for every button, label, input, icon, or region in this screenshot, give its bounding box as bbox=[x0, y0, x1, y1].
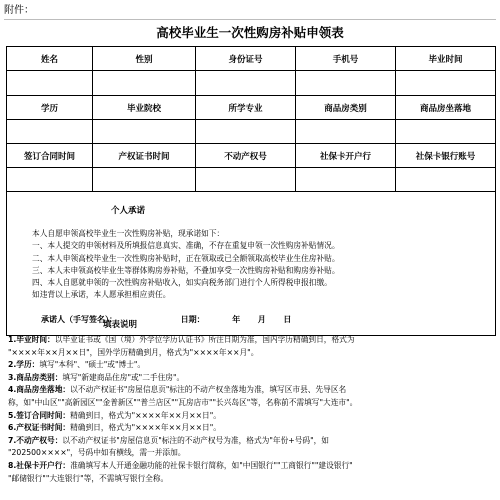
label-property-number: 不动产权号 bbox=[196, 144, 296, 168]
note-line: 5.签订合同时间：精确到日，格式为"××××年××月××日"。 bbox=[8, 410, 221, 420]
field-name[interactable] bbox=[7, 71, 93, 96]
promise-line: 如违背以上承诺，本人愿承担相应责任。 bbox=[32, 290, 171, 300]
promise-title: 个人承诺 bbox=[111, 206, 146, 216]
form-title: 高校毕业生一次性购房补贴申领表 bbox=[156, 25, 344, 40]
label-phone: 手机号 bbox=[296, 47, 396, 71]
notes-title: 填表说明 bbox=[102, 320, 137, 330]
label-id-number: 身份证号 bbox=[196, 47, 296, 71]
field-gender[interactable] bbox=[93, 71, 196, 96]
field-house-type[interactable] bbox=[296, 120, 396, 144]
note-line: 3.商品房类别：填写"新建商品住房"或"二手住房"。 bbox=[8, 372, 185, 382]
promise-text bbox=[32, 228, 492, 302]
promise-line: 三、本人未申领高校毕业生等群体购房券补贴，不叠加享受一次性购房补贴和购房券补贴。 bbox=[32, 265, 340, 275]
personal-promise-section bbox=[7, 192, 496, 336]
label-house-type: 商品房类别 bbox=[296, 96, 396, 120]
promise-line: 二、本人申领高校毕业生一次性购房补贴时，正在领取或已全额领取高校毕业生住房补贴。 bbox=[32, 253, 340, 263]
label-bank-account: 社保卡银行账号 bbox=[396, 144, 496, 168]
field-major[interactable] bbox=[196, 120, 296, 144]
filling-instructions bbox=[8, 334, 496, 485]
promise-line: 一、本人提交的申领材料及所填报信息真实、准确，不存在重复申领一次性购房补贴情况。 bbox=[32, 241, 340, 251]
field-graduation-time[interactable] bbox=[396, 71, 496, 96]
field-bank-account[interactable] bbox=[396, 168, 496, 192]
label-gender: 性别 bbox=[93, 47, 196, 71]
field-property-number[interactable] bbox=[196, 168, 296, 192]
field-id-number[interactable] bbox=[196, 71, 296, 96]
field-house-location[interactable] bbox=[396, 120, 496, 144]
field-education[interactable] bbox=[7, 120, 93, 144]
label-major: 所学专业 bbox=[196, 96, 296, 120]
label-name: 姓名 bbox=[7, 47, 93, 71]
label-house-location: 商品房坐落地 bbox=[396, 96, 496, 120]
note-line: 2.学历：填写"本科"、"硕士"或"博士"。 bbox=[8, 360, 146, 370]
field-contract-time[interactable] bbox=[7, 168, 93, 192]
field-phone[interactable] bbox=[296, 71, 396, 96]
note-line: "××××年××月××日"，国外学历精确到月，格式为"××××年××月"。 bbox=[8, 347, 259, 357]
label-education: 学历 bbox=[7, 96, 93, 120]
note-line: "202500××××"，号码中如有横线，需一并添加。 bbox=[8, 448, 186, 458]
application-form-table bbox=[6, 46, 496, 336]
label-certificate-time: 产权证书时间 bbox=[93, 144, 196, 168]
label-school: 毕业院校 bbox=[93, 96, 196, 120]
date-label: 日期： bbox=[180, 315, 205, 324]
note-line: 4.商品房坐落地：以不动产权证书"房屋信息页"标注的不动产权坐落地为准，填写区市县、先导区名 bbox=[8, 385, 347, 395]
attachment-label: 附件： bbox=[4, 2, 496, 20]
note-line: 6.产权证书时间：精确到日，格式为"××××年××月××日"。 bbox=[8, 423, 221, 433]
label-graduation-time: 毕业时间 bbox=[396, 47, 496, 71]
note-line: 7.不动产权号：以不动产权证书"房屋信息页"标注的不动产权号为准，格式为"年份+号码"，如 bbox=[8, 435, 329, 445]
promise-line: 四、本人自愿就申领的一次性购房补贴收入，如实向税务部门进行个人所得税申报扣缴。 bbox=[32, 278, 332, 288]
signature-label: 承诺人（手写签名）： bbox=[41, 315, 117, 324]
note-line: 称，如"中山区""高新园区""金普新区""普兰店区""瓦房店市""长兴岛区"等，名称前不需填写"大连市"。 bbox=[8, 397, 358, 407]
note-line: 8.社保卡开户行：准确填写本人开通金融功能的社保卡银行简称，如"中国银行""工商银行""建设银行" bbox=[8, 460, 353, 470]
note-line: "邮储银行""大连银行"等，不需填写银行全称。 bbox=[8, 473, 169, 483]
field-certificate-time[interactable] bbox=[93, 168, 196, 192]
day-label: 日 bbox=[283, 315, 292, 324]
note-line: 1.毕业时间：以毕业证书或《国（境）外学位学历认证书》所注日期为准，国内学历精确到日，格式为 bbox=[8, 335, 355, 344]
year-label: 年 bbox=[232, 315, 241, 324]
month-label: 月 bbox=[257, 315, 266, 324]
label-contract-time: 签订合同时间 bbox=[7, 144, 93, 168]
label-bank-branch: 社保卡开户行 bbox=[296, 144, 396, 168]
promise-line: 本人自愿申领高校毕业生一次性购房补贴，现承诺如下： bbox=[32, 229, 225, 238]
field-bank-branch[interactable] bbox=[296, 168, 396, 192]
field-school[interactable] bbox=[93, 120, 196, 144]
